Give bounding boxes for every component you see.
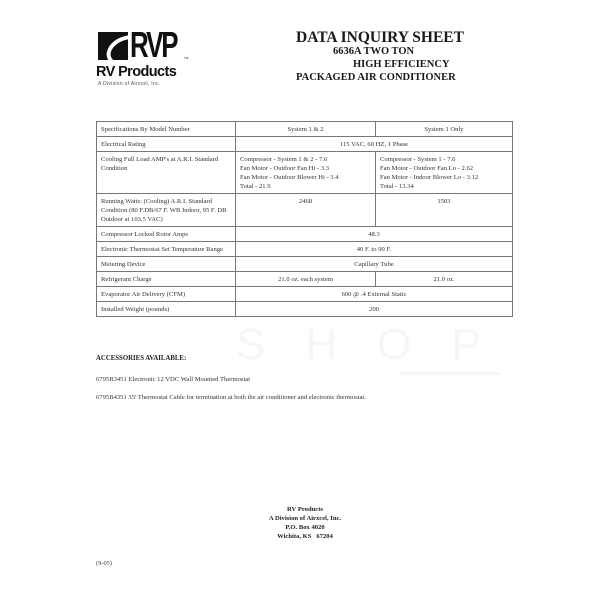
rvp-logo [96, 24, 189, 90]
row-value: 115 VAC, 60 HZ, 1 Phase [236, 137, 513, 152]
row-value-system-1-2: 2468 [236, 194, 376, 227]
header-system-1-2: System 1 & 2 [236, 122, 376, 137]
logo-company-name: RV Products [96, 64, 177, 80]
table-row [97, 302, 513, 317]
logo-mark-text: RVP [130, 24, 177, 65]
row-value-system-1 [376, 152, 513, 194]
row-label: Cooling Full Load AMP's at A.R.I. Standard Condition [97, 152, 236, 194]
table-row [97, 137, 513, 152]
watermark-line [400, 372, 500, 375]
footer-city: Wichita, KS 67204 [277, 533, 333, 540]
row-value: 200 [236, 302, 513, 317]
amp-total: Total - 21.9 [240, 183, 271, 190]
logo-trademark: TM [184, 56, 189, 60]
row-label: Electrical Rating [97, 137, 236, 152]
amp-line: Fan Motor - Indoor Blower Lo - 3.12 [380, 174, 479, 181]
row-label: Evaporator Air Delivery (CFM) [97, 287, 236, 302]
amp-line: Fan Motor - Outdoor Fan Hi - 3.3 [240, 165, 330, 172]
row-value-system-1: 1503 [376, 194, 513, 227]
row-value: 40 F. to 90 F. [236, 242, 513, 257]
accessory-item: 6795B3451 Electronic 12 VDC Wall Mounted Thermostat [96, 376, 251, 383]
logo-subtitle: A Division of Airxcel, Inc. [98, 81, 161, 87]
spec-table [96, 121, 513, 317]
row-label: Installed Weight (pounds) [97, 302, 236, 317]
footer-company: RV Products [287, 506, 323, 513]
footer-po-box: P.O. Box 4020 [285, 524, 325, 531]
row-label: Electronic Thermostat Set Temperature Range [97, 242, 236, 257]
amp-line: Fan Motor - Outdoor Blower Hi - 3.4 [240, 174, 339, 181]
efficiency-subtitle: HIGH EFFICIENCY [353, 59, 450, 70]
row-value: 48.3 [236, 227, 513, 242]
accessories-heading: ACCESSORIES AVAILABLE: [96, 355, 187, 362]
product-subtitle: PACKAGED AIR CONDITIONER [296, 72, 456, 83]
table-row [97, 242, 513, 257]
row-label: Metering Device [97, 257, 236, 272]
row-value: Capillary Tube [236, 257, 513, 272]
row-value-system-1: 21.0 oz. [376, 272, 513, 287]
table-row [97, 272, 513, 287]
header-spec: Specifications By Model Number [97, 122, 236, 137]
table-header-row [97, 122, 513, 137]
amp-total: Total - 13.34 [380, 183, 414, 190]
footer-division: A Division of Airxcel, Inc. [268, 515, 342, 522]
shop-watermark [236, 320, 521, 370]
table-row [97, 257, 513, 272]
row-value-system-1-2 [236, 152, 376, 194]
row-label: Compressor Locked Rotor Amps [97, 227, 236, 242]
row-label: Running Watts: (Cooling) A.R.I. Standard Condition (80 F.DB/67 F. WB Indoor, 95 F. DB Outdoor at 103.5 VAC) [97, 194, 236, 227]
table-row [97, 227, 513, 242]
accessory-item: 6795B4351 35' Thermostat Cable for termination at both the air conditioner and electronic thermostat. [96, 394, 366, 401]
table-row [97, 287, 513, 302]
row-value-system-1-2: 21.0 oz. each system [236, 272, 376, 287]
row-label: Refrigerant Charge [97, 272, 236, 287]
amp-line: Fan Motor - Outdoor Fan Lo - 2.62 [380, 165, 474, 172]
logo-swoosh-icon [98, 32, 128, 60]
document-title: DATA INQUIRY SHEET [296, 29, 464, 46]
table-row [97, 152, 513, 194]
company-address [230, 505, 380, 541]
row-value: 600 @ .4 External Static [236, 287, 513, 302]
amp-line: Compressor - System 1 - 7.6 [380, 156, 456, 163]
model-subtitle: 6636A TWO TON [333, 46, 415, 57]
amp-line: Compressor - System 1 & 2 - 7.6 [240, 156, 328, 163]
revision-date: (9-05) [96, 560, 112, 567]
header-system-1-only: System 1 Only [376, 122, 513, 137]
table-row [97, 194, 513, 227]
